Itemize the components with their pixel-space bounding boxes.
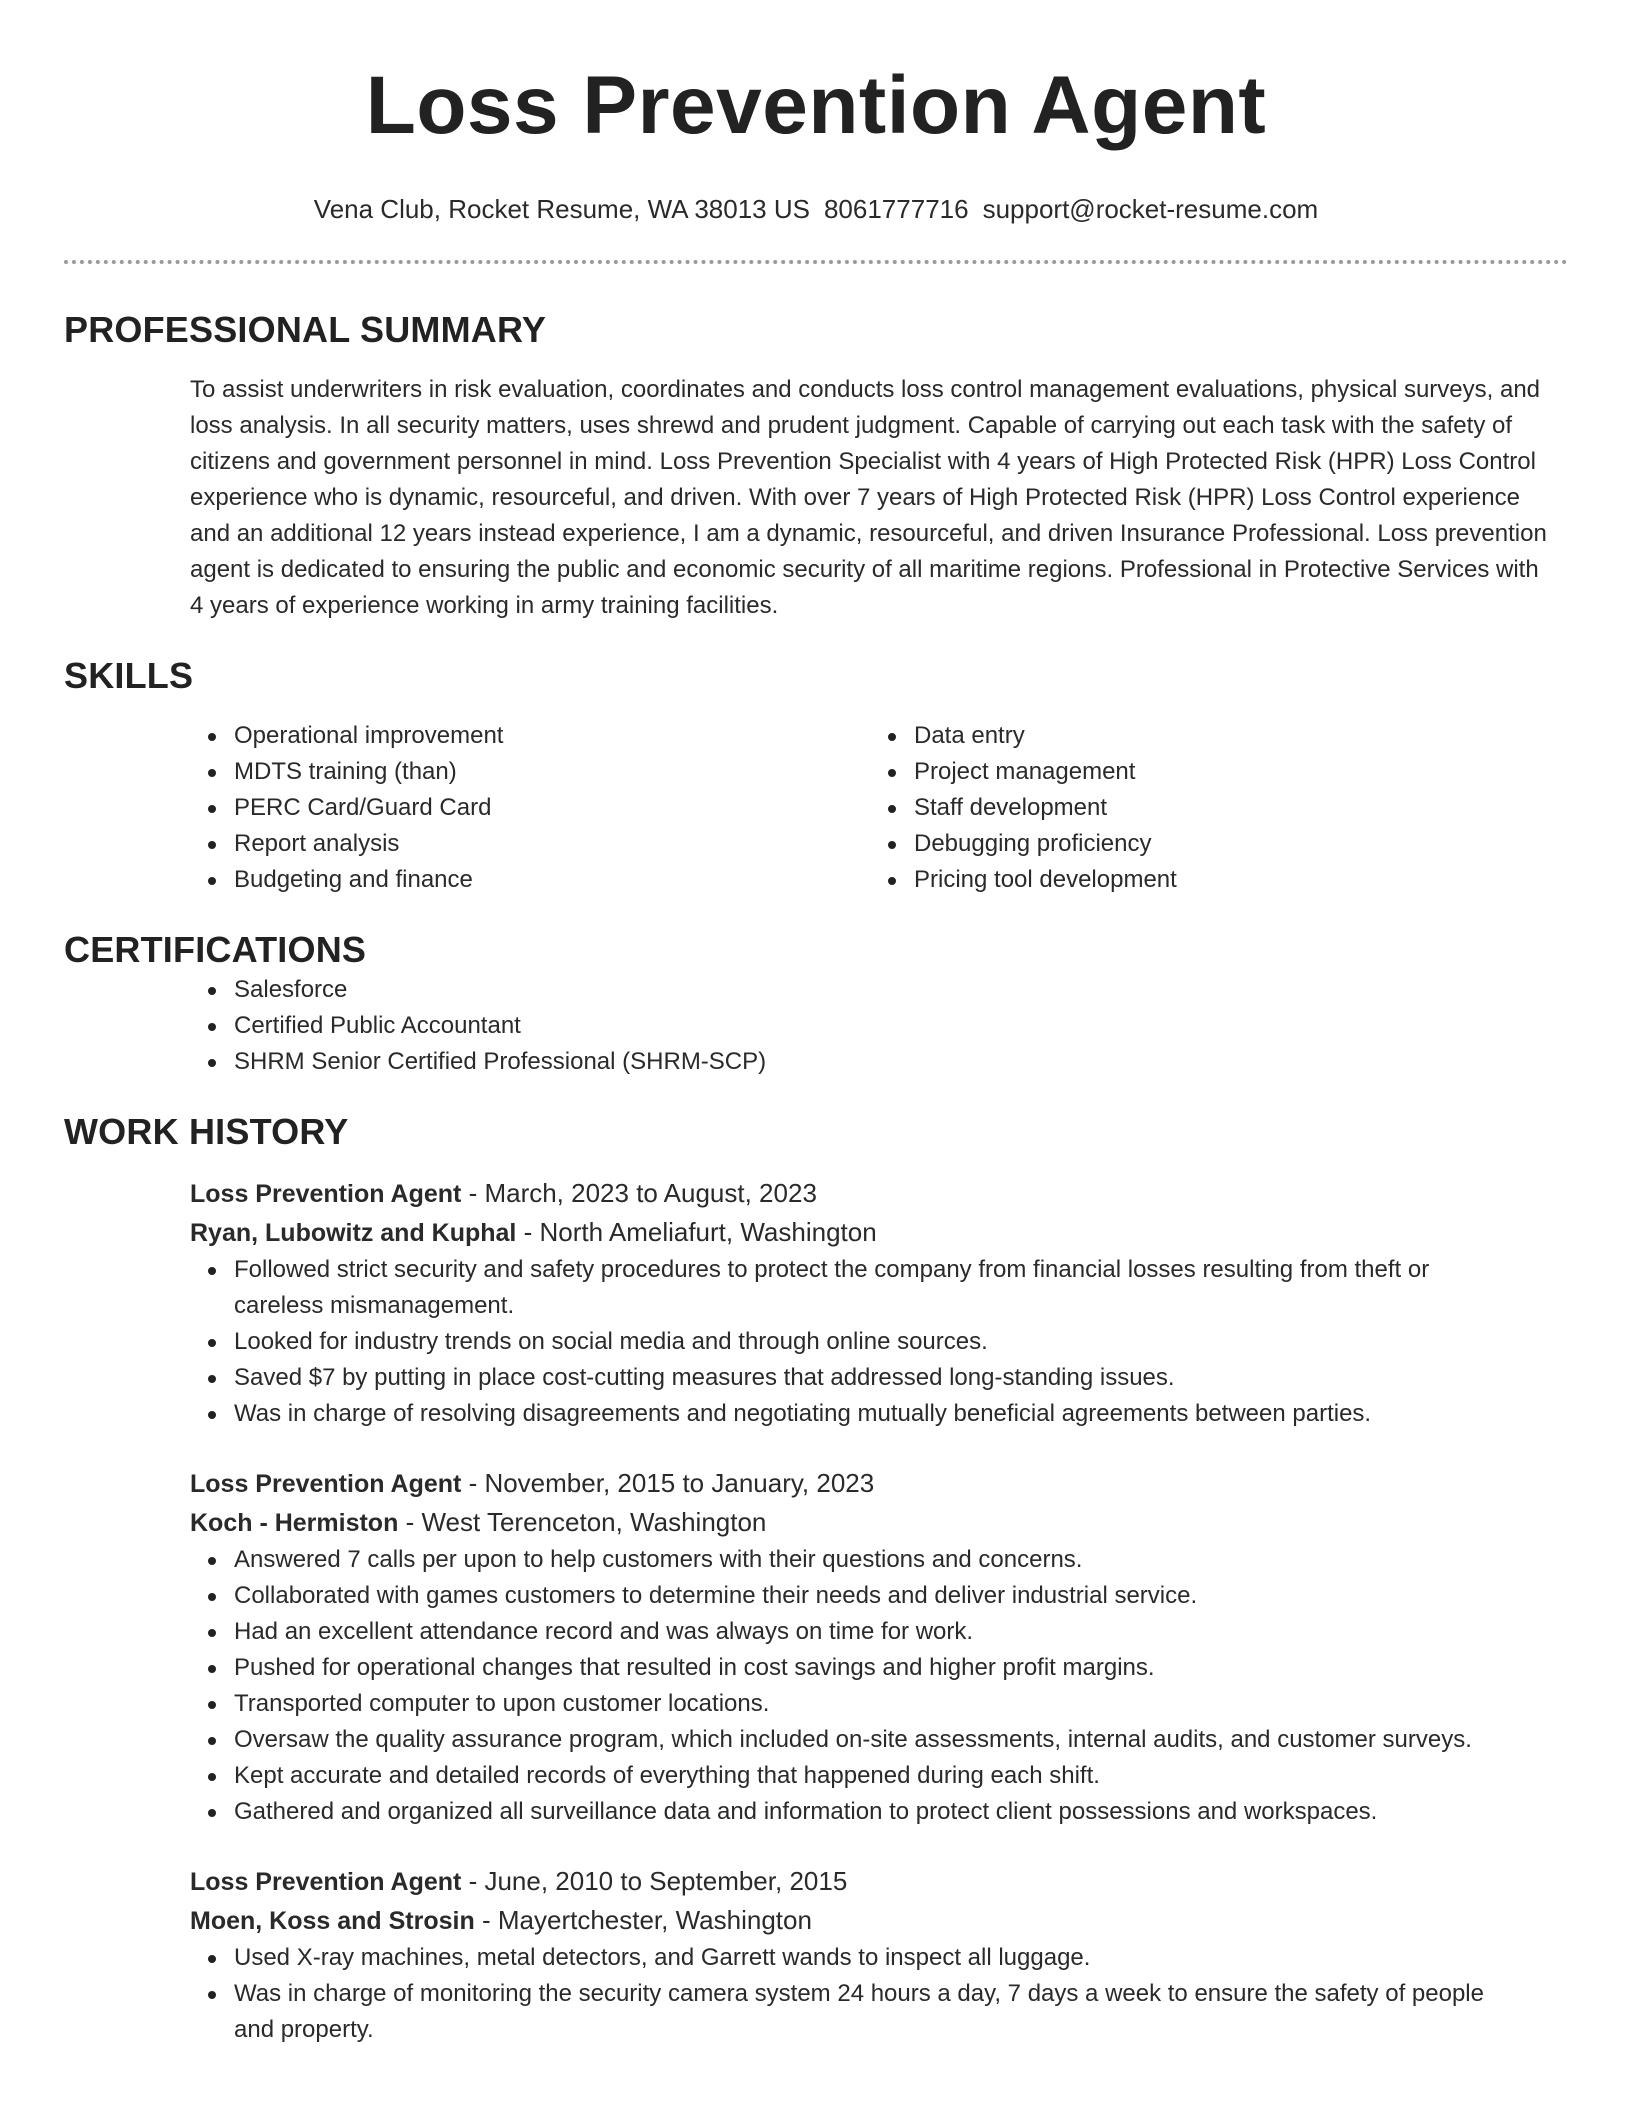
job-company: Moen, Koss and Strosin <box>190 1907 475 1935</box>
job-entry <box>190 1862 1568 2048</box>
skills-list-right <box>870 718 1550 898</box>
certifications-section-title: CERTIFICATIONS <box>64 929 367 970</box>
job-role: Loss Prevention Agent <box>190 1470 462 1498</box>
job-bullet: Collaborated with games customers to determine their needs and deliver industrial service. <box>234 1578 1568 1614</box>
contact-info <box>64 192 1568 226</box>
skill-item: Report analysis <box>234 826 870 862</box>
contact-phone: 8061777716 <box>823 194 969 224</box>
certifications-section <box>64 972 1568 1080</box>
job-company-line <box>190 1503 1568 1542</box>
job-bullet: Used X-ray machines, metal detectors, and Garrett wands to inspect all luggage. <box>234 1940 1568 1976</box>
job-bullet: Was in charge of monitoring the security camera system 24 hours a day, 7 days a week to ensure the safety of people and property. <box>234 1976 1568 2048</box>
job-title-line <box>190 1464 1568 1503</box>
contact-email[interactable]: support@rocket-resume.com <box>982 194 1319 224</box>
work-history-section-title: WORK HISTORY <box>64 1111 349 1152</box>
job-location: - West Terenceton, Washington <box>398 1507 767 1537</box>
job-company-line <box>190 1901 1568 1940</box>
certifications-list <box>190 972 1568 1080</box>
summary-section-title: PROFESSIONAL SUMMARY <box>64 309 547 350</box>
job-location: - North Ameliafurt, Washington <box>516 1217 877 1247</box>
job-bullet: Was in charge of resolving disagreements and negotiating mutually beneficial agreements between parties. <box>234 1396 1568 1432</box>
job-entry <box>190 1174 1568 1432</box>
skill-item: MDTS training (than) <box>234 754 870 790</box>
certification-item: SHRM Senior Certified Professional (SHRM-SCP) <box>234 1044 1568 1080</box>
job-bullet: Transported computer to upon customer locations. <box>234 1686 1568 1722</box>
skills-column-right <box>870 718 1550 898</box>
job-bullet: Answered 7 calls per upon to help customers with their questions and concerns. <box>234 1542 1568 1578</box>
job-title-line <box>190 1174 1568 1213</box>
job-entry <box>190 1464 1568 1830</box>
certification-item: Certified Public Accountant <box>234 1008 1568 1044</box>
header-divider <box>64 260 1568 264</box>
job-title-line <box>190 1862 1568 1901</box>
summary-text: To assist underwriters in risk evaluation, coordinates and conducts loss control management evaluations, physical surveys, and loss analysis. In all security matters, uses shrewd and prudent judgment. Capable of carrying out each task with the safety of citizens and government personnel in mind. Loss Prevention Specialist with 4 years of High Protected Risk (HPR) Loss Control experience who is dynamic, resourceful, and driven. With over 7 years of High Protected Risk (HPR) Loss Control experience and an additional 12 years instead experience, I am a dynamic, resourceful, and driven Insurance Professional. Loss prevention agent is dedicated to ensuring the public and economic security of all maritime regions. Professional in Protective Services with 4 years of experience working in army training facilities. <box>190 376 1547 619</box>
job-bullet: Gathered and organized all surveillance data and information to protect client possessions and workspaces. <box>234 1794 1568 1830</box>
skill-item: Staff development <box>914 790 1550 826</box>
skill-item: Data entry <box>914 718 1550 754</box>
job-bullets <box>190 1940 1568 2048</box>
job-bullet: Oversaw the quality assurance program, which included on-site assessments, internal audits, and customer surveys. <box>234 1722 1568 1758</box>
resume-name: Loss Prevention Agent <box>365 60 1267 151</box>
job-role: Loss Prevention Agent <box>190 1868 462 1896</box>
job-company: Ryan, Lubowitz and Kuphal <box>190 1219 517 1247</box>
skill-item: Budgeting and finance <box>234 862 870 898</box>
skills-list-left <box>190 718 870 898</box>
certification-item: Salesforce <box>234 972 1568 1008</box>
job-role: Loss Prevention Agent <box>190 1180 462 1208</box>
skills-grid <box>190 718 1568 898</box>
skills-section <box>64 718 1568 898</box>
work-history-section <box>64 1174 1568 2048</box>
job-company-line <box>190 1213 1568 1252</box>
job-bullets <box>190 1252 1568 1432</box>
job-bullet: Followed strict security and safety procedures to protect the company from financial losses resulting from theft or careless mismanagement. <box>234 1252 1568 1324</box>
job-location: - Mayertchester, Washington <box>474 1905 812 1935</box>
job-bullet: Had an excellent attendance record and was always on time for work. <box>234 1614 1568 1650</box>
job-dates: - June, 2010 to September, 2015 <box>461 1866 848 1896</box>
skills-section-title: SKILLS <box>64 655 194 696</box>
job-bullet: Saved $7 by putting in place cost-cutting measures that addressed long-standing issues. <box>234 1360 1568 1396</box>
contact-address: Vena Club, Rocket Resume, WA 38013 US <box>313 194 810 224</box>
skill-item: Project management <box>914 754 1550 790</box>
skill-item: Pricing tool development <box>914 862 1550 898</box>
skill-item: Debugging proficiency <box>914 826 1550 862</box>
skill-item: PERC Card/Guard Card <box>234 790 870 826</box>
job-bullets <box>190 1542 1568 1830</box>
job-bullet: Kept accurate and detailed records of everything that happened during each shift. <box>234 1758 1568 1794</box>
job-dates: - March, 2023 to August, 2023 <box>461 1178 817 1208</box>
job-bullet: Pushed for operational changes that resulted in cost savings and higher profit margins. <box>234 1650 1568 1686</box>
skill-item: Operational improvement <box>234 718 870 754</box>
job-bullet: Looked for industry trends on social media and through online sources. <box>234 1324 1568 1360</box>
summary-section <box>64 372 1568 624</box>
job-dates: - November, 2015 to January, 2023 <box>461 1468 875 1498</box>
skills-column-left <box>190 718 870 898</box>
job-company: Koch - Hermiston <box>190 1509 399 1537</box>
